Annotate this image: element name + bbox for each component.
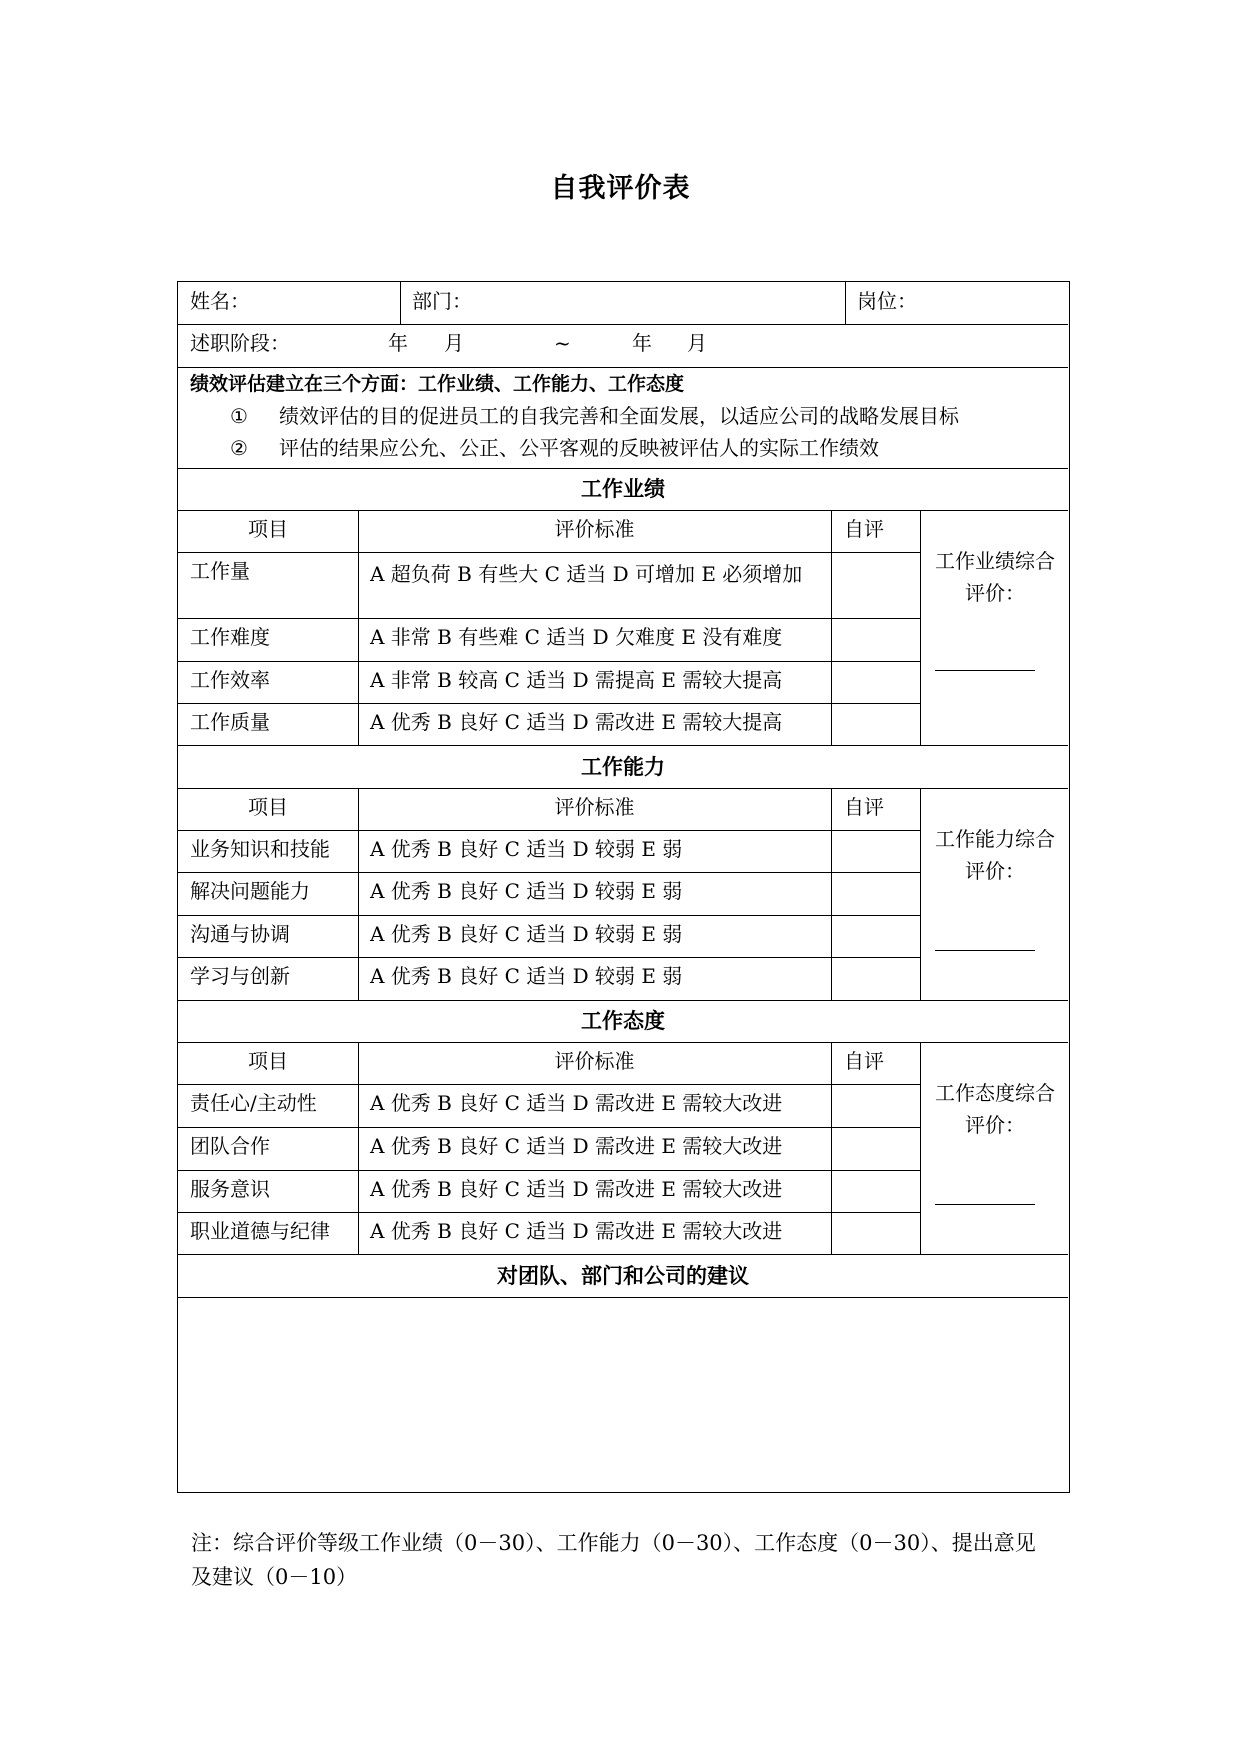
row-divider bbox=[178, 788, 1068, 789]
name-label: 姓名： bbox=[190, 289, 250, 313]
period-month-start: 月 bbox=[444, 331, 464, 355]
row-item: 职业道德与纪律 bbox=[190, 1219, 330, 1243]
period-month-end: 月 bbox=[687, 331, 707, 355]
intro-heading: 绩效评估建立在三个方面：工作业绩、工作能力、工作态度 bbox=[190, 373, 685, 395]
row-divider bbox=[178, 915, 920, 916]
period-year-start: 年 bbox=[388, 331, 408, 355]
row-standard: A 非常 B 较高 C 适当 D 需提高 E 需较大提高 bbox=[370, 668, 783, 692]
circled-two-icon: ② bbox=[230, 436, 248, 460]
section-heading-ability: 工作能力 bbox=[581, 755, 665, 779]
row-standard: A 优秀 B 良好 C 适当 D 需改进 E 需较大改进 bbox=[370, 1219, 783, 1243]
row-divider bbox=[178, 1212, 920, 1213]
row-divider bbox=[178, 661, 920, 662]
col-divider bbox=[845, 282, 846, 324]
footnote: 注：综合评价等级工作业绩（0－30）、工作能力（0－30）、工作态度（0－30）、提出意见及建议（0－10） bbox=[191, 1531, 1036, 1589]
column-header-standard: 评价标准 bbox=[554, 517, 635, 541]
col-divider bbox=[358, 510, 359, 745]
row-divider bbox=[178, 468, 1068, 469]
page-title: 自我评价表 bbox=[550, 173, 691, 204]
circled-one-icon: ① bbox=[230, 404, 248, 428]
col-divider bbox=[831, 510, 832, 745]
column-header-self: 自评 bbox=[844, 517, 884, 541]
col-divider bbox=[831, 788, 832, 1000]
row-standard: A 优秀 B 良好 C 适当 D 较弱 E 弱 bbox=[370, 964, 683, 988]
row-divider bbox=[178, 745, 1068, 746]
row-divider bbox=[178, 367, 1068, 368]
col-divider bbox=[920, 788, 921, 1000]
row-divider bbox=[178, 872, 920, 873]
row-standard: A 优秀 B 良好 C 适当 D 较弱 E 弱 bbox=[370, 922, 683, 946]
row-standard: A 优秀 B 良好 C 适当 D 需改进 E 需较大改进 bbox=[370, 1177, 783, 1201]
row-standard: A 优秀 B 良好 C 适当 D 较弱 E 弱 bbox=[370, 879, 683, 903]
intro-point-1: 绩效评估的目的促进员工的自我完善和全面发展，以适应公司的战略发展目标 bbox=[279, 404, 959, 428]
performance-summary-label: 工作业绩综合评价： bbox=[935, 549, 1055, 605]
row-divider bbox=[178, 1254, 1068, 1255]
intro-point-2: 评估的结果应公允、公正、公平客观的反映被评估人的实际工作绩效 bbox=[279, 436, 879, 460]
period-year-end: 年 bbox=[632, 331, 652, 355]
row-divider bbox=[178, 510, 1068, 511]
row-item: 沟通与协调 bbox=[190, 922, 290, 946]
attitude-summary-blank bbox=[935, 1204, 1035, 1205]
col-divider bbox=[831, 1042, 832, 1254]
column-header-standard: 评价标准 bbox=[554, 1049, 635, 1073]
section-heading-suggestion: 对团队、部门和公司的建议 bbox=[497, 1264, 749, 1288]
column-header-self: 自评 bbox=[844, 1049, 884, 1073]
row-item: 工作难度 bbox=[190, 625, 270, 649]
ability-summary-blank bbox=[935, 950, 1035, 951]
row-divider bbox=[178, 703, 920, 704]
row-item: 工作量 bbox=[190, 559, 250, 583]
post-label: 岗位： bbox=[857, 289, 917, 313]
ability-summary-label: 工作能力综合评价： bbox=[935, 827, 1055, 883]
row-standard: A 优秀 B 良好 C 适当 D 需改进 E 需较大改进 bbox=[370, 1134, 783, 1158]
row-divider bbox=[178, 1170, 920, 1171]
row-standard: A 非常 B 有些难 C 适当 D 欠难度 E 没有难度 bbox=[370, 625, 783, 649]
row-divider bbox=[178, 324, 1068, 325]
row-item: 解决问题能力 bbox=[190, 879, 310, 903]
row-divider bbox=[178, 552, 920, 553]
period-tilde: ~ bbox=[554, 331, 571, 355]
row-divider bbox=[178, 1084, 920, 1085]
row-standard: A 超负荷 B 有些大 C 适当 D 可增加 E 必须增加 bbox=[370, 562, 803, 586]
row-standard: A 优秀 B 良好 C 适当 D 较弱 E 弱 bbox=[370, 837, 683, 861]
period-label: 述职阶段： bbox=[190, 331, 290, 355]
col-divider bbox=[400, 282, 401, 324]
evaluation-form bbox=[177, 281, 1070, 1493]
col-divider bbox=[920, 1042, 921, 1254]
row-item: 团队合作 bbox=[190, 1134, 270, 1158]
row-item: 服务意识 bbox=[190, 1177, 270, 1201]
row-item: 业务知识和技能 bbox=[190, 837, 330, 861]
performance-summary-blank bbox=[935, 670, 1035, 671]
row-item: 工作质量 bbox=[190, 710, 270, 734]
row-item: 责任心/主动性 bbox=[190, 1091, 317, 1115]
column-header-self: 自评 bbox=[844, 795, 884, 819]
row-divider bbox=[178, 1127, 920, 1128]
column-header-standard: 评价标准 bbox=[554, 795, 635, 819]
column-header-item: 项目 bbox=[248, 517, 288, 541]
row-item: 学习与创新 bbox=[190, 964, 290, 988]
attitude-summary-label: 工作态度综合评价： bbox=[935, 1081, 1055, 1137]
dept-label: 部门： bbox=[412, 289, 472, 313]
row-divider bbox=[178, 618, 920, 619]
row-item: 工作效率 bbox=[190, 668, 270, 692]
section-heading-performance: 工作业绩 bbox=[581, 477, 665, 501]
suggestion-area[interactable] bbox=[178, 1298, 1068, 1490]
row-divider bbox=[178, 957, 920, 958]
section-heading-attitude: 工作态度 bbox=[581, 1009, 665, 1033]
column-header-item: 项目 bbox=[248, 1049, 288, 1073]
col-divider bbox=[920, 510, 921, 745]
row-standard: A 优秀 B 良好 C 适当 D 需改进 E 需较大改进 bbox=[370, 1091, 783, 1115]
row-divider bbox=[178, 1042, 1068, 1043]
row-standard: A 优秀 B 良好 C 适当 D 需改进 E 需较大提高 bbox=[370, 710, 783, 734]
row-divider bbox=[178, 1000, 1068, 1001]
column-header-item: 项目 bbox=[248, 795, 288, 819]
row-divider bbox=[178, 830, 920, 831]
